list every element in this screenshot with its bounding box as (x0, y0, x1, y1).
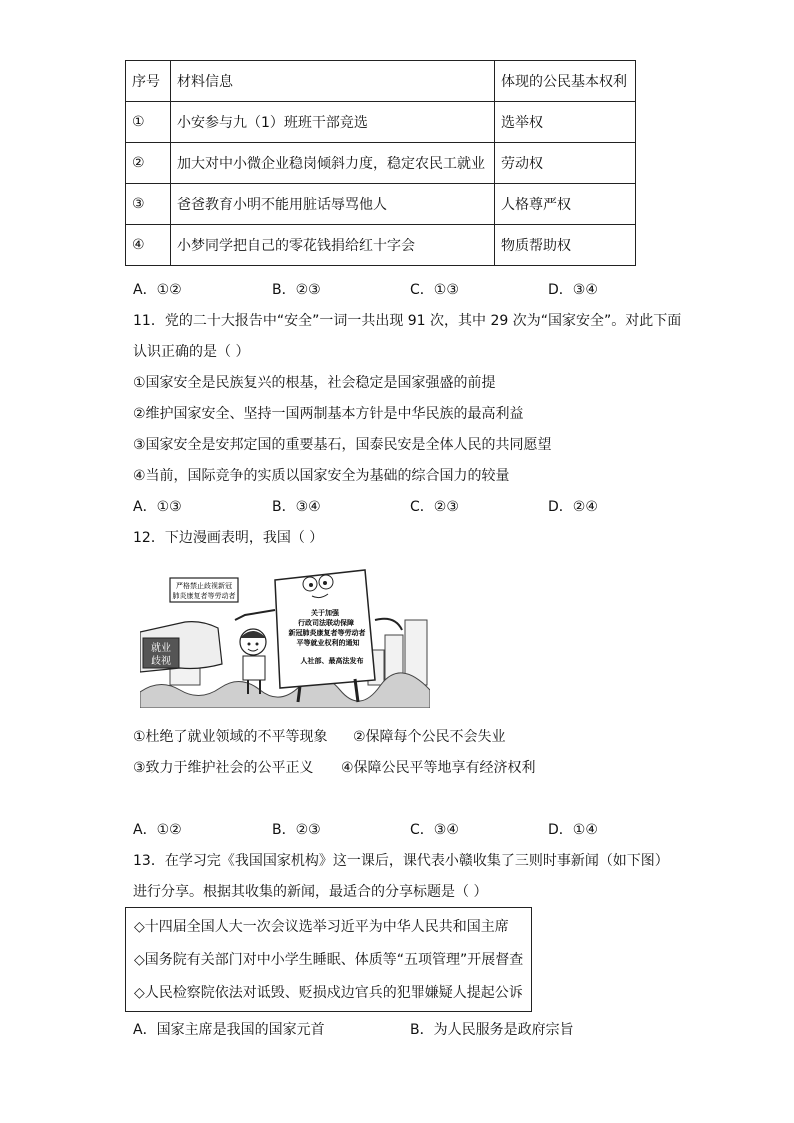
q12-item-3: ③致力于维护社会的公平正义 (133, 760, 314, 776)
cartoon-sign-line2: 肺炎康复者等劳动者 (172, 592, 236, 600)
table-cell: ① (126, 102, 171, 143)
table-cell: 小梦同学把自己的零花钱捐给红十字会 (171, 225, 495, 266)
cartoon-board-line3: 新冠肺炎康复者等劳动者 (288, 629, 366, 637)
cartoon-hand-line1: 就业 (151, 643, 171, 654)
q11-option-a: A．①③ (133, 499, 182, 515)
table-cell: ④ (126, 225, 171, 266)
news-box (125, 907, 532, 1012)
q13-stem-line1: 13．在学习完《我国国家机构》这一课后，课代表小赣收集了三则时事新闻（如下图） (133, 853, 669, 869)
table-cell: ② (126, 143, 171, 184)
q10-option-d: D．③④ (548, 282, 598, 298)
q11-stem-line2: 认识正确的是（ ） (133, 344, 250, 360)
table-row (126, 225, 636, 266)
table-header-row (126, 61, 636, 102)
q12-option-c: C．③④ (410, 822, 459, 838)
q13-option-b: B．为人民服务是政府宗旨 (410, 1022, 574, 1038)
news-item-3: ◇人民检察院依法对诋毁、贬损戍边官兵的犯罪嫌疑人提起公诉 (134, 985, 523, 1001)
employment-discrimination-cartoon (140, 560, 430, 708)
q13-stem-line2: 进行分享。根据其收集的新闻，最适合的分享标题是（ ） (133, 884, 488, 900)
q12-option-d: D．①④ (548, 822, 598, 838)
q13-option-a: A．国家主席是我国的国家元首 (133, 1022, 325, 1038)
q11-item-2: ②维护国家安全、坚持一国两制基本方针是中华民族的最高利益 (133, 406, 524, 422)
table-cell: 选举权 (495, 102, 636, 143)
q10-option-b: B．②③ (272, 282, 321, 298)
cartoon-board-line2: 行政司法联动保障 (298, 619, 354, 627)
table-cell: 爸爸教育小明不能用脏话辱骂他人 (171, 184, 495, 225)
cartoon-hand-line2: 歧视 (151, 656, 171, 667)
table-row (126, 143, 636, 184)
table-row (126, 184, 636, 225)
news-item-1: ◇十四届全国人大一次会议选举习近平为中华人民共和国主席 (134, 919, 509, 935)
q12-stem: 12．下边漫画表明，我国（ ） (133, 530, 324, 546)
q10-option-a: A．①② (133, 282, 182, 298)
table-cell: 小安参与九（1）班班干部竞选 (171, 102, 495, 143)
q11-option-b: B．③④ (272, 499, 321, 515)
q12-option-a: A．①② (133, 822, 182, 838)
table-header-cell: 体现的公民基本权利 (495, 61, 636, 102)
rights-table (125, 60, 636, 266)
q11-item-4: ④当前，国际竞争的实质以国家安全为基础的综合国力的较量 (133, 468, 510, 484)
cartoon-board-line5: 人社部、最高法发布 (300, 657, 364, 665)
table-cell: 加大对中小微企业稳岗倾斜力度，稳定农民工就业 (171, 143, 495, 184)
cartoon-illustration (140, 560, 430, 708)
table-header-cell: 材料信息 (171, 61, 495, 102)
cartoon-sign-line1: 严格禁止歧视新冠 (176, 582, 232, 590)
q11-option-d: D．②④ (548, 499, 598, 515)
table-cell: 劳动权 (495, 143, 636, 184)
cartoon-board-line1: 关于加强 (311, 609, 339, 617)
q11-item-3: ③国家安全是安邦定国的重要基石，国泰民安是全体人民的共同愿望 (133, 437, 552, 453)
table-cell: 人格尊严权 (495, 184, 636, 225)
cartoon-board-line4: 平等就业权利的通知 (296, 639, 360, 647)
q11-stem-line1: 11．党的二十大报告中“安全”一词一共出现 91 次，其中 29 次为“国家安全”。对此下面 (133, 313, 682, 329)
q12-item-2: ②保障每个公民不会失业 (353, 729, 506, 745)
q10-option-c: C．①③ (410, 282, 459, 298)
q12-item-1: ①杜绝了就业领域的不平等现象 (133, 729, 328, 745)
news-item-2: ◇国务院有关部门对中小学生睡眠、体质等“五项管理”开展督查 (134, 952, 524, 968)
q11-item-1: ①国家安全是民族复兴的根基，社会稳定是国家强盛的前提 (133, 375, 496, 391)
q11-option-c: C．②③ (410, 499, 459, 515)
table-cell: 物质帮助权 (495, 225, 636, 266)
table-row (126, 102, 636, 143)
table-cell: ③ (126, 184, 171, 225)
table-header-cell: 序号 (126, 61, 171, 102)
q12-option-b: B．②③ (272, 822, 321, 838)
q12-item-4: ④保障公民平等地享有经济权利 (341, 760, 536, 776)
